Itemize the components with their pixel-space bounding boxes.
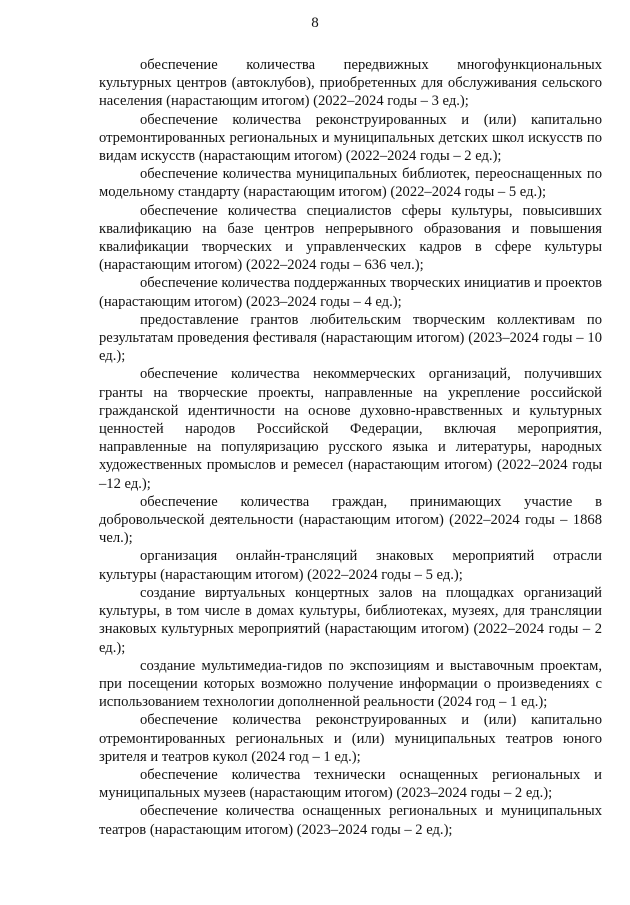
- paragraph: обеспечение количества оснащенных региональных и муниципальных театров (нарастающим итогом) (2023–2024 годы – 2 ед.);: [99, 803, 602, 838]
- paragraph: обеспечение количества передвижных многофункциональных культурных центров (автоклубов), приобретенных для обслуживания сельского населения (нарастающим итогом) (2022–2024 годы – 3 ед.);: [99, 57, 602, 110]
- paragraph: обеспечение количества некоммерческих организаций, получивших гранты на творческие проекты, направленные на укрепление российской гражданской идентичности на основе духовно-нравственных и культурных ценностей народов Российской Федерации, включая мероприятия, направленные на популяризацию русского языка и литературы, народных художественных промыслов и ремесел (нарастающим итогом) (2022–2024 годы –12 ед.);: [99, 366, 602, 492]
- paragraph: создание виртуальных концертных залов на площадках организаций культуры, в том числе в домах культуры, библиотеках, музеях, для трансляции знаковых культурных мероприятий (нарастающим итогом) (2022–2024 годы – 2 ед.);: [99, 584, 602, 656]
- paragraph: обеспечение количества поддержанных творческих инициатив и проектов (нарастающим итогом) (2023–2024 годы – 4 ед.);: [99, 275, 602, 310]
- document-body: [99, 56, 602, 839]
- paragraph: обеспечение количества специалистов сферы культуры, повысивших квалификацию на базе центров непрерывного образования и повышения квалификации творческих и управленческих кадров в сфере культуры (нарастающим итогом) (2022–2024 годы – 636 чел.);: [99, 202, 602, 274]
- paragraph: обеспечение количества муниципальных библиотек, переоснащенных по модельному стандарту (нарастающим итогом) (2022–2024 годы – 5 ед.);: [99, 166, 602, 201]
- paragraph: обеспечение количества технически оснащенных региональных и муниципальных музеев (нарастающим итогом) (2023–2024 годы – 2 ед.);: [99, 766, 602, 802]
- paragraph: предоставление грантов любительским творческим коллективам по результатам проведения фестиваля (нарастающим итогом) (2023–2024 годы – 10 ед.);: [99, 311, 602, 365]
- paragraph: обеспечение количества реконструированных и (или) капитально отремонтированных региональных и муниципальных детских школ искусств по видам искусств (нарастающим итогом) (2022–2024 годы – 2 ед.);: [99, 111, 602, 165]
- paragraph: обеспечение количества граждан, принимающих участие в добровольческой деятельности (нарастающим итогом) (2022–2024 годы – 1868 чел.);: [99, 493, 602, 547]
- page-number: 8: [311, 15, 319, 31]
- paragraph: обеспечение количества реконструированных и (или) капитально отремонтированных региональных и (или) муниципальных театров юного зрителя и театров кукол (2024 год – 1 ед.);: [99, 712, 602, 765]
- paragraph: организация онлайн-трансляций знаковых мероприятий отрасли культуры (нарастающим итогом) (2022–2024 годы – 5 ед.);: [99, 548, 602, 583]
- paragraph: создание мультимедиа-гидов по экспозициям и выставочным проектам, при посещении которых возможно получение информации о произведениях с использованием технологии дополненной реальности (2024 год – 1 ед.);: [99, 657, 602, 711]
